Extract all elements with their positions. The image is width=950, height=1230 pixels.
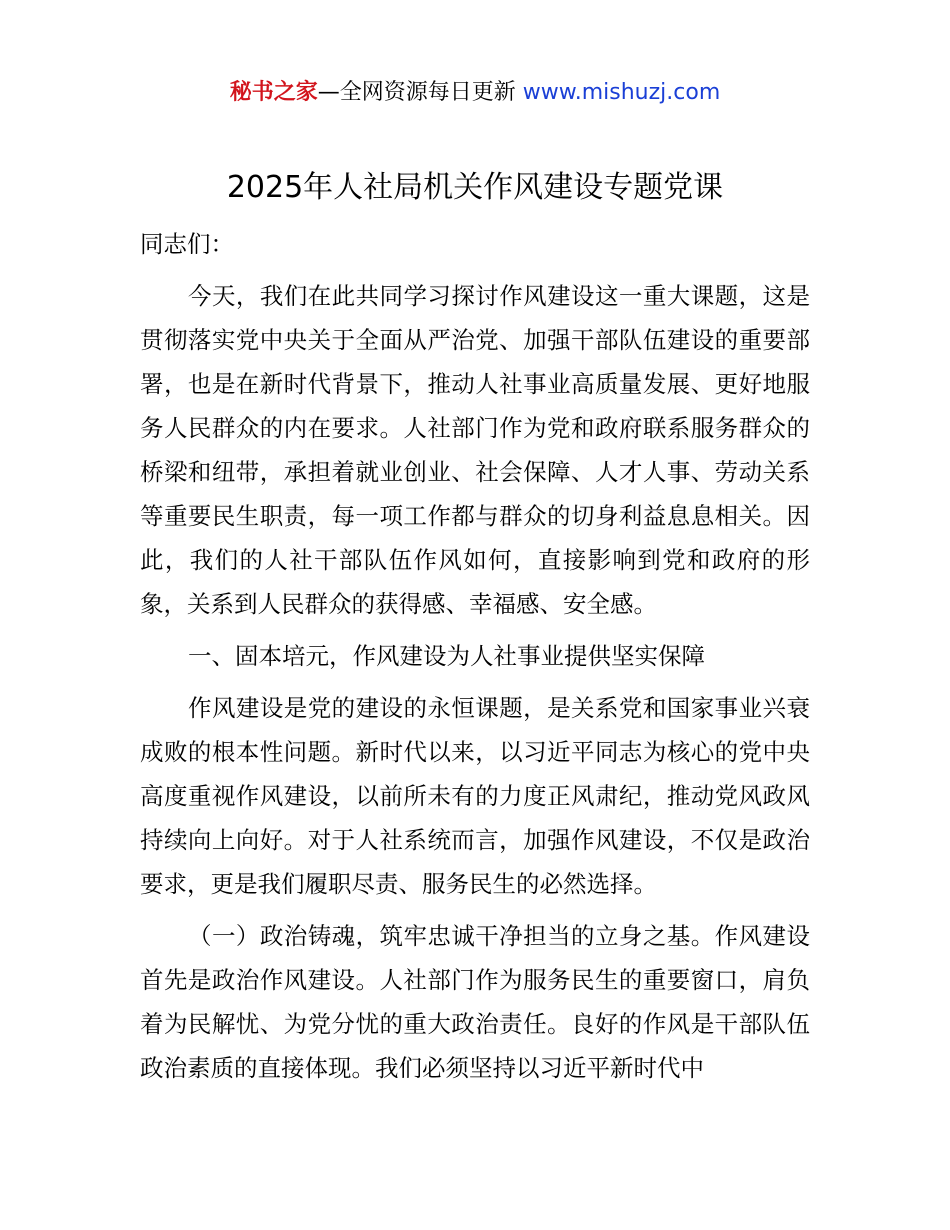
paragraph-subsection-1: （一）政治铸魂，筑牢忠诚干净担当的立身之基。作风建设首先是政治作风建设。人社部门作为服务民生的重要窗口，肩负着为民解忧、为党分忧的重大政治责任。良好的作风是干部队伍政治素质的直接体现。我们必须坚持以习近平新时代中 [140,922,810,1082]
paragraph-section-1: 作风建设是党的建设的永恒课题，是关系党和国家事业兴衰成败的根本性问题。新时代以来，以习近平同志为核心的党中央高度重视作风建设，以前所未有的力度正风肃纪，推动党风政风持续向上向好。对于人社系统而言，加强作风建设，不仅是政治要求，更是我们履职尽责、服务民生的必然选择。 [140,694,810,898]
paragraph-intro: 今天，我们在此共同学习探讨作风建设这一重大课题，这是贯彻落实党中央关于全面从严治党、加强干部队伍建设的重要部署，也是在新时代背景下，推动人社事业高质量发展、更好地服务人民群众的内在要求。人社部门作为党和政府联系服务群众的桥梁和纽带，承担着就业创业、社会保障、人才人事、劳动关系等重要民生职责，每一项工作都与群众的切身利益息息相关。因此，我们的人社干部队伍作风如何，直接影响到党和政府的形象，关系到人民群众的获得感、幸福感、安全感。 [140,282,810,618]
header-tagline: —全网资源每日更新 [317,80,523,105]
site-header [0,78,950,108]
section-heading-1: 一、固本培元，作风建设为人社事业提供坚实保障 [188,642,705,670]
site-url-link[interactable]: www.mishuzj.com [522,80,721,105]
salutation: 同志们： [140,230,234,258]
brand-name: 秘书之家 [229,80,318,105]
document-body [140,222,810,1098]
document-title: 2025年人社局机关作风建设专题党课 [226,170,724,205]
